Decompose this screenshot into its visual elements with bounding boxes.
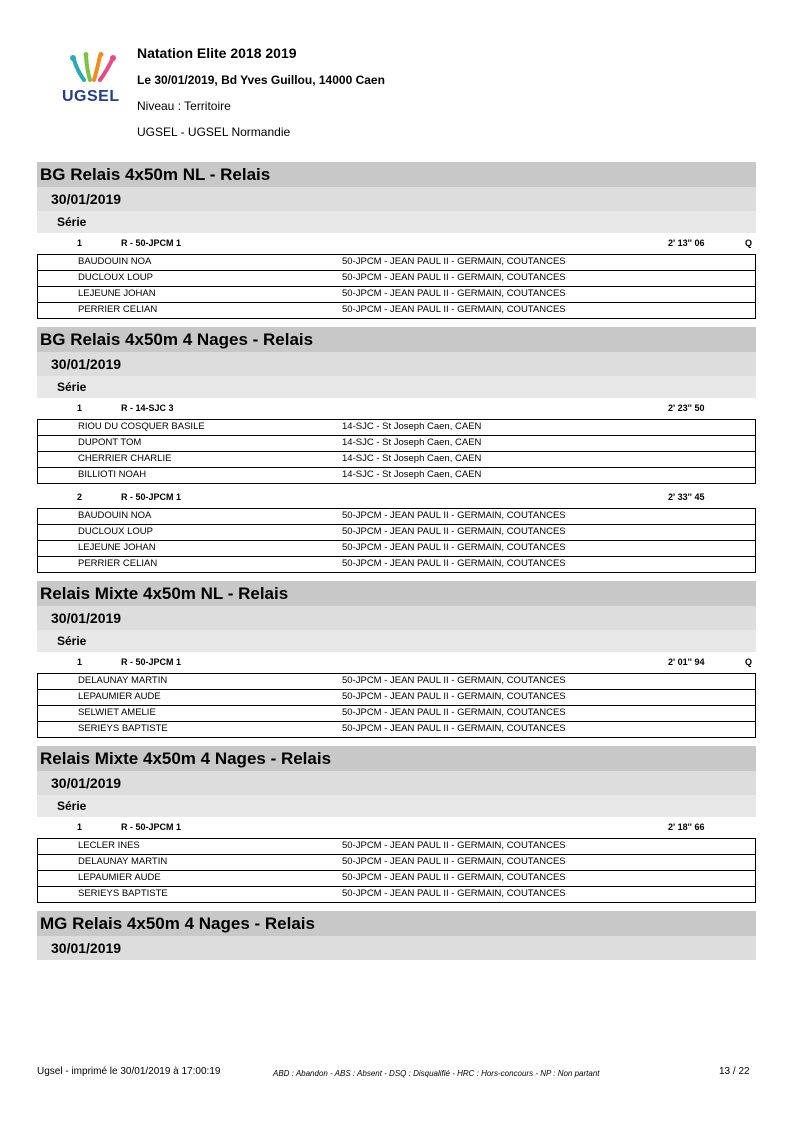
event-date: 30/01/2019 xyxy=(37,352,756,376)
member-row xyxy=(38,839,755,855)
swimmer-name: BAUDOUIN NOA xyxy=(78,256,152,267)
member-row xyxy=(38,509,755,525)
swimmer-club: 50-JPCM - JEAN PAUL II - GERMAIN, COUTANCES xyxy=(342,288,566,299)
member-row xyxy=(38,706,755,722)
swimmer-club: 50-JPCM - JEAN PAUL II - GERMAIN, COUTANCES xyxy=(342,856,566,867)
event-section xyxy=(37,911,756,960)
event-date: 30/01/2019 xyxy=(37,936,756,960)
competition-date-place: Le 30/01/2019, Bd Yves Guillou, 14000 Caen xyxy=(137,73,385,87)
team-name: R - 14-SJC 3 xyxy=(121,403,174,413)
swimmer-name: LEJEUNE JOHAN xyxy=(78,542,156,553)
event-date: 30/01/2019 xyxy=(37,187,756,211)
swimmer-name: RIOU DU COSQUER BASILE xyxy=(78,421,205,432)
swimmer-club: 50-JPCM - JEAN PAUL II - GERMAIN, COUTANCES xyxy=(342,558,566,569)
results-content xyxy=(37,162,756,968)
member-row xyxy=(38,871,755,887)
team-name: R - 50-JPCM 1 xyxy=(121,492,182,502)
member-row xyxy=(38,271,755,287)
member-row xyxy=(38,452,755,468)
team-time: 2' 18'' 66 xyxy=(668,822,705,832)
event-section xyxy=(37,327,756,573)
team-rank: 1 xyxy=(77,403,83,413)
member-row xyxy=(38,468,755,483)
print-timestamp: Ugsel - imprimé le 30/01/2019 à 17:00:19 xyxy=(37,1066,221,1077)
team-row xyxy=(37,817,756,838)
swimmer-club: 50-JPCM - JEAN PAUL II - GERMAIN, COUTANCES xyxy=(342,840,566,851)
member-row xyxy=(38,287,755,303)
qualified-flag: Q xyxy=(745,238,753,248)
swimmer-name: DUCLOUX LOUP xyxy=(78,272,153,283)
swimmer-name: PERRIER CELIAN xyxy=(78,304,158,315)
team-members xyxy=(37,419,756,484)
competition-level: Niveau : Territoire xyxy=(137,99,231,113)
member-row xyxy=(38,690,755,706)
serie-label: Série xyxy=(37,211,756,233)
swimmer-club: 50-JPCM - JEAN PAUL II - GERMAIN, COUTANCES xyxy=(342,526,566,537)
event-date: 30/01/2019 xyxy=(37,606,756,630)
swimmer-club: 50-JPCM - JEAN PAUL II - GERMAIN, COUTANCES xyxy=(342,872,566,883)
member-row xyxy=(38,722,755,737)
swimmer-club: 14-SJC - St Joseph Caen, CAEN xyxy=(342,437,482,448)
event-title: BG Relais 4x50m NL - Relais xyxy=(37,162,756,187)
swimmer-club: 50-JPCM - JEAN PAUL II - GERMAIN, COUTANCES xyxy=(342,675,566,686)
swimmer-club: 50-JPCM - JEAN PAUL II - GERMAIN, COUTANCES xyxy=(342,256,566,267)
team-row xyxy=(37,652,756,673)
event-title: Relais Mixte 4x50m 4 Nages - Relais xyxy=(37,746,756,771)
swimmer-club: 50-JPCM - JEAN PAUL II - GERMAIN, COUTANCES xyxy=(342,304,566,315)
swimmer-name: SERIEYS BAPTISTE xyxy=(78,888,168,899)
swimmer-name: SERIEYS BAPTISTE xyxy=(78,723,168,734)
page-header xyxy=(0,0,793,150)
swimmer-name: BAUDOUIN NOA xyxy=(78,510,152,521)
swimmer-name: DUPONT TOM xyxy=(78,437,142,448)
member-row xyxy=(38,557,755,572)
swimmer-club: 50-JPCM - JEAN PAUL II - GERMAIN, COUTANCES xyxy=(342,691,566,702)
page-number: 13 / 22 xyxy=(719,1066,750,1077)
qualified-flag: Q xyxy=(745,657,753,667)
swimmer-name: BILLIOTI NOAH xyxy=(78,469,147,480)
member-row xyxy=(38,887,755,902)
serie-label: Série xyxy=(37,795,756,817)
member-row xyxy=(38,255,755,271)
team-rank: 2 xyxy=(77,492,83,502)
team-rank: 1 xyxy=(77,238,83,248)
swimmer-name: DUCLOUX LOUP xyxy=(78,526,153,537)
team-time: 2' 13'' 06 xyxy=(668,238,705,248)
team-rank: 1 xyxy=(77,657,83,667)
team-time: 2' 23'' 50 xyxy=(668,403,705,413)
team-name: R - 50-JPCM 1 xyxy=(121,822,182,832)
member-row xyxy=(38,674,755,690)
team-members xyxy=(37,508,756,573)
swimmer-name: LEPAUMIER AUDE xyxy=(78,872,161,883)
swimmer-club: 14-SJC - St Joseph Caen, CAEN xyxy=(342,453,482,464)
swimmer-name: SELWIET AMELIE xyxy=(78,707,156,718)
event-title: Relais Mixte 4x50m NL - Relais xyxy=(37,581,756,606)
swimmer-name: CHERRIER CHARLIE xyxy=(78,453,172,464)
logo-text: UGSEL xyxy=(62,88,120,105)
member-row xyxy=(38,541,755,557)
team-name: R - 50-JPCM 1 xyxy=(121,238,182,248)
page-footer xyxy=(0,1060,793,1090)
event-date: 30/01/2019 xyxy=(37,771,756,795)
team-time: 2' 33'' 45 xyxy=(668,492,705,502)
swimmer-name: LEJEUNE JOHAN xyxy=(78,288,156,299)
swimmer-club: 14-SJC - St Joseph Caen, CAEN xyxy=(342,421,482,432)
swimmer-club: 14-SJC - St Joseph Caen, CAEN xyxy=(342,469,482,480)
swimmers-logo-icon xyxy=(60,52,128,92)
swimmer-club: 50-JPCM - JEAN PAUL II - GERMAIN, COUTANCES xyxy=(342,272,566,283)
team-rank: 1 xyxy=(77,822,83,832)
member-row xyxy=(38,855,755,871)
member-row xyxy=(38,436,755,452)
swimmer-name: DELAUNAY MARTIN xyxy=(78,675,168,686)
member-row xyxy=(38,525,755,541)
swimmer-name: PERRIER CELIAN xyxy=(78,558,158,569)
member-row xyxy=(38,420,755,436)
swimmer-club: 50-JPCM - JEAN PAUL II - GERMAIN, COUTANCES xyxy=(342,723,566,734)
swimmer-club: 50-JPCM - JEAN PAUL II - GERMAIN, COUTANCES xyxy=(342,888,566,899)
swimmer-name: DELAUNAY MARTIN xyxy=(78,856,168,867)
team-row xyxy=(37,233,756,254)
swimmer-club: 50-JPCM - JEAN PAUL II - GERMAIN, COUTANCES xyxy=(342,542,566,553)
team-row xyxy=(37,487,756,508)
event-title: BG Relais 4x50m 4 Nages - Relais xyxy=(37,327,756,352)
swimmer-club: 50-JPCM - JEAN PAUL II - GERMAIN, COUTANCES xyxy=(342,510,566,521)
team-row xyxy=(37,398,756,419)
team-name: R - 50-JPCM 1 xyxy=(121,657,182,667)
competition-title: Natation Elite 2018 2019 xyxy=(137,45,297,61)
serie-label: Série xyxy=(37,376,756,398)
member-row xyxy=(38,303,755,318)
team-time: 2' 01'' 94 xyxy=(668,657,705,667)
event-section xyxy=(37,746,756,903)
event-title: MG Relais 4x50m 4 Nages - Relais xyxy=(37,911,756,936)
team-members xyxy=(37,673,756,738)
event-section xyxy=(37,162,756,319)
swimmer-name: LEPAUMIER AUDE xyxy=(78,691,161,702)
event-section xyxy=(37,581,756,738)
team-members xyxy=(37,254,756,319)
competition-organizer: UGSEL - UGSEL Normandie xyxy=(137,125,291,139)
swimmer-name: LECLER INES xyxy=(78,840,140,851)
serie-label: Série xyxy=(37,630,756,652)
abbreviation-legend: ABD : Abandon - ABS : Absent - DSQ : Disqualifié - HRC : Hors-concours - NP : Non partant xyxy=(273,1069,600,1078)
swimmer-club: 50-JPCM - JEAN PAUL II - GERMAIN, COUTANCES xyxy=(342,707,566,718)
team-members xyxy=(37,838,756,903)
